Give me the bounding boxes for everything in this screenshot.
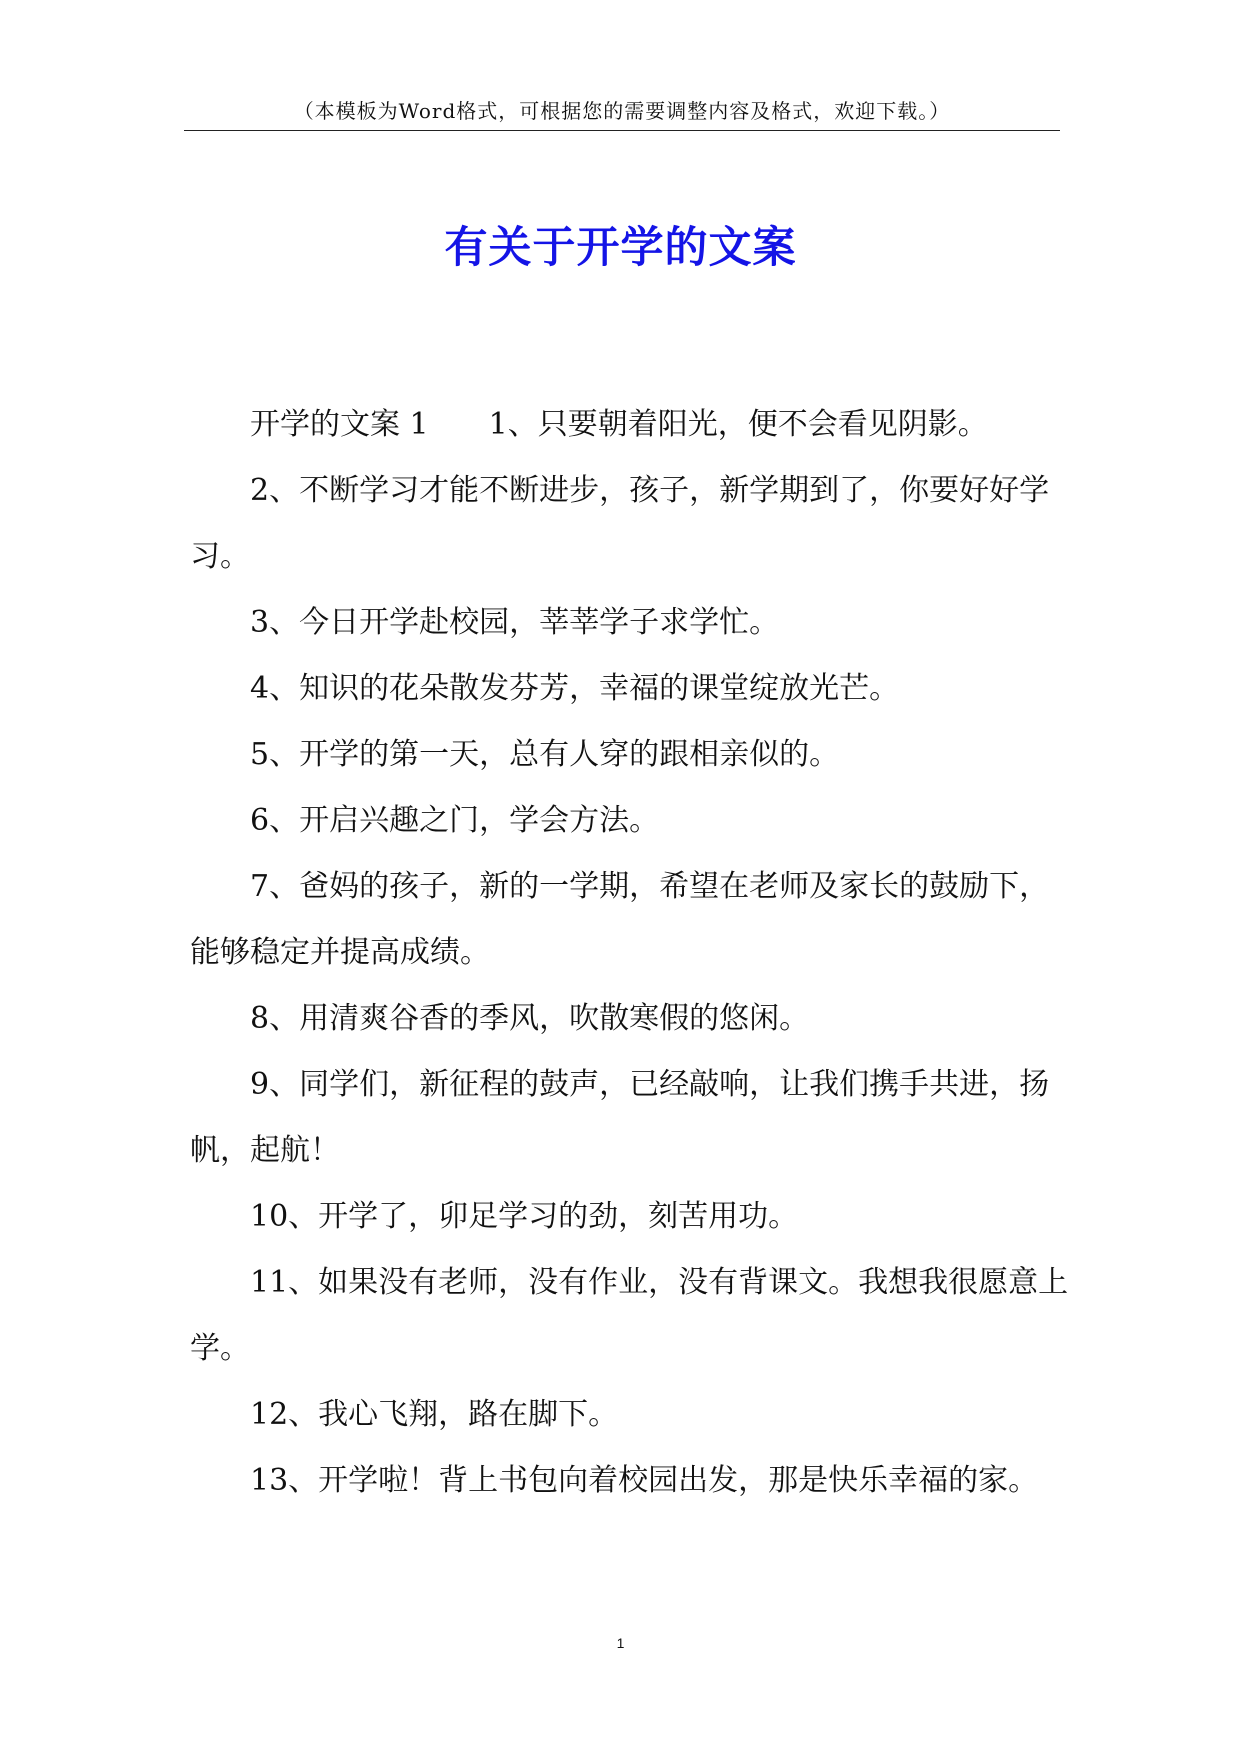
- paragraph-8: 8、用清爽谷香的季风，吹散寒假的悠闲。: [250, 1001, 810, 1036]
- paragraph-9: 9、同学们，新征程的鼓声，已经敲响，让我们携手共进，扬帆，起航！: [190, 1067, 1050, 1168]
- paragraph-text: 1、只要朝着阳光，便不会看见阴影。: [488, 407, 988, 442]
- header-divider: [184, 130, 1060, 131]
- paragraph-11: 11、如果没有老师，没有作业，没有背课文。我想我很愿意上学。: [190, 1265, 1069, 1366]
- paragraph-3: 3、今日开学赴校园，莘莘学子求学忙。: [250, 605, 780, 640]
- paragraph-5: 5、开学的第一天，总有人穿的跟相亲似的。: [250, 737, 840, 772]
- paragraph-6: 6、开启兴趣之门，学会方法。: [250, 803, 660, 838]
- paragraph-12: 12、我心飞翔，路在脚下。: [250, 1397, 619, 1432]
- document-body: [190, 392, 1070, 1514]
- paragraph-13: 13、开学啦！背上书包向着校园出发，那是快乐幸福的家。: [250, 1463, 1039, 1498]
- document-title: 有关于开学的文案: [444, 223, 797, 273]
- paragraph-7: 7、爸妈的孩子，新的一学期，希望在老师及家长的鼓励下，能够稳定并提高成绩。: [190, 869, 1050, 970]
- paragraph-1: [190, 392, 1070, 458]
- page-number: 1: [616, 1635, 625, 1651]
- paragraph-10: 10、开学了，卯足学习的劲，刻苦用功。: [250, 1199, 799, 1234]
- header-note: （本模板为Word格式，可根据您的需要调整内容及格式，欢迎下载。）: [293, 99, 951, 123]
- section-label: 开学的文案 1: [250, 407, 429, 442]
- paragraph-4: 4、知识的花朵散发芬芳，幸福的课堂绽放光芒。: [250, 671, 900, 706]
- paragraph-2: 2、不断学习才能不断进步，孩子，新学期到了，你要好好学习。: [190, 473, 1050, 574]
